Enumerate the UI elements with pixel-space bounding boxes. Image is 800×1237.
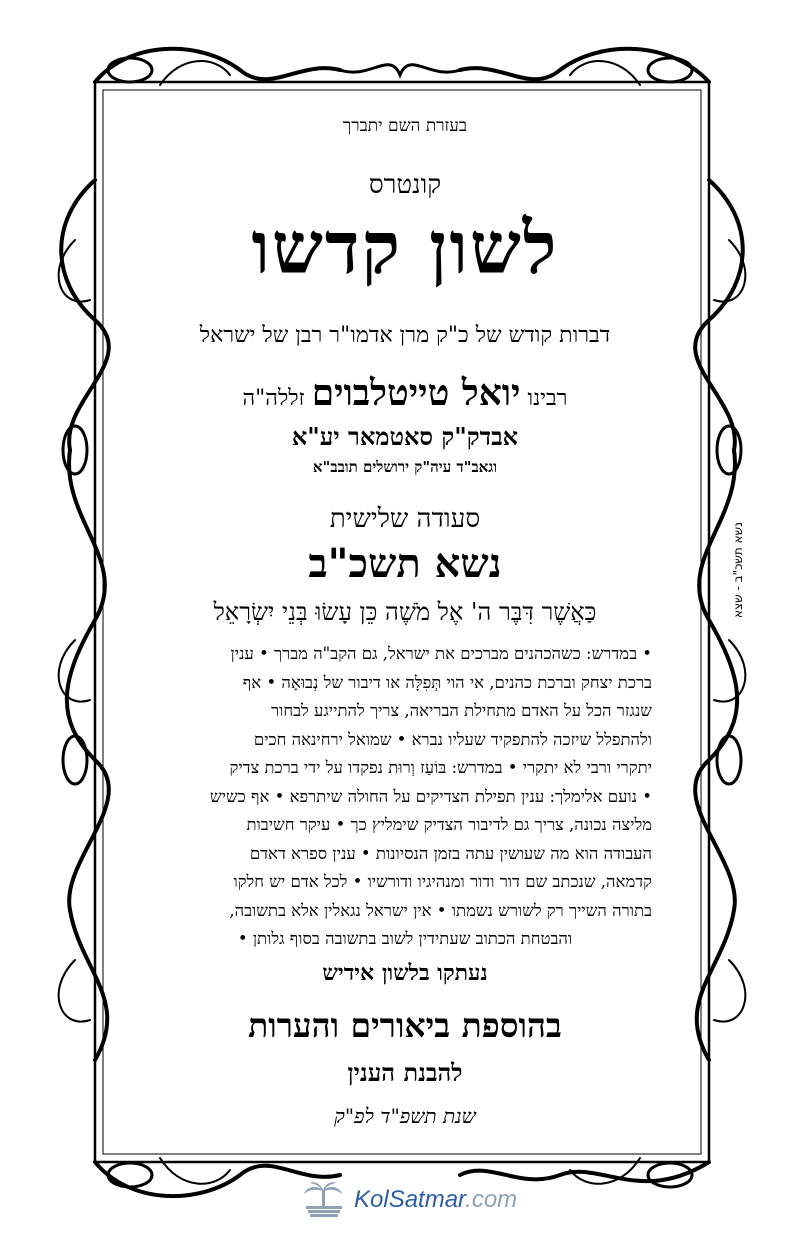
- kolsatmar-logo[interactable]: [300, 1180, 517, 1220]
- summary-line: ולהתפלל שיזכה להתפקיד שעליו נברא • שמואל ירחינאה חכים: [253, 729, 652, 749]
- author-suffix: זללה"ה: [242, 386, 305, 411]
- author-title-satmar: אבדק"ק סאטמאר יע"א: [291, 422, 519, 451]
- kuntres-label: קונטרס: [368, 170, 442, 200]
- summary-line: בתורה השייך רק לשורש נשמתו • אין ישראל נגאלין אלא בתשובה,: [229, 900, 652, 920]
- summary-paragraph: [158, 640, 652, 954]
- author-name: יואל טייטלבוים: [311, 372, 521, 414]
- author-line: [150, 372, 660, 414]
- pasuk-heading: כַּאֲשֶׁר דִּבֶּר ה' אֶל מֹשֶׁה כֵּן עָשׂוּ בְּנֵי יִשְׂרָאֵל: [213, 598, 597, 626]
- additions-subheading: להבנת הענין: [347, 1058, 463, 1087]
- occasion-label: סעודה שלישית: [329, 504, 481, 534]
- parsha-year: נשא תשכ"ב: [308, 540, 502, 587]
- logo-wordmark-tld: .com: [465, 1186, 518, 1213]
- author-prefix: רבינו: [527, 386, 568, 411]
- summary-line: מליצה נכונה, צריך גם לדיבור הצדיק שימליץ כך • עיקר חשיבות: [246, 815, 652, 834]
- summary-line: • נועם אלימלך: ענין תפילת הצדיקים על החולה שיתרפא • אף כשיש: [209, 786, 652, 806]
- logo-wordmark: [354, 1186, 517, 1214]
- summary-line: • במדרש: כשהכהנים מברכים את ישראל, גם הקב"ה מברך • ענין: [230, 644, 652, 663]
- publication-year: שנת תשפ"ד לפ"ק: [334, 1104, 476, 1128]
- translated-note: נעתקו בלשון אידיש: [322, 960, 488, 986]
- summary-line: שנגזר הכל על האדם מתחילת הבריאה, צריך להתייגע לבחור: [271, 701, 652, 720]
- summary-line: יתקרי ורבי לא יתקרי • במדרש: בּוֹעַז וְרוּת נפקדו על ידי ברכת צדיק: [229, 758, 652, 777]
- summary-line: והבטחת הכתוב שעתידין לשוב בתשובה בסוף גלותן •: [237, 929, 573, 948]
- logo-wordmark-name: KolSatmar: [354, 1186, 466, 1213]
- side-page-note: נשא תשכ"ב - שצא: [731, 522, 745, 618]
- besiyata-header: בעזרת השם יתברך: [342, 116, 468, 136]
- title-page: [150, 0, 660, 1237]
- main-title: לשון קדשו: [251, 205, 559, 290]
- palm-tree-icon: [300, 1180, 348, 1220]
- summary-line: קדמאה, שנכתב שם דור ודור ומנהיגיו ודורשיו • לכל אדם יש חלקו: [233, 872, 652, 891]
- author-title-jerusalem: וגאב"ד עיה"ק ירושלים תובב"א: [312, 458, 498, 476]
- summary-line: ברכת יצחק וברכת כהנים, אי הוי תְּפִלָּה או דיבור של נְבוּאָה • אף: [242, 672, 652, 692]
- divrei-kodesh-line: דברות קודש של כ"ק מרן אדמו"ר רבן של ישראל: [199, 323, 611, 348]
- additions-heading: בהוספת ביאורים והערות: [248, 1006, 562, 1045]
- summary-line: העבודה הוא מה שעושין עתה בזמן הנסיונות • ענין ספרא דאדם: [249, 843, 652, 863]
